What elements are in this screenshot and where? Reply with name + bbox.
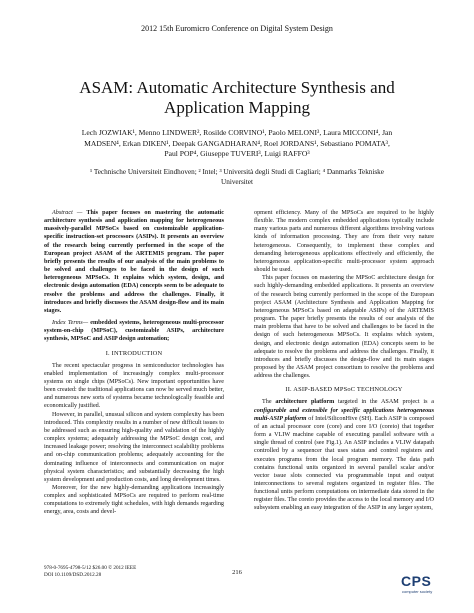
logo-letters: CPS	[401, 573, 432, 589]
intro-paragraph-3: Moreover, for the new highly-demanding applications increasingly complex and sophisticated MPSoCs are required to perform real-time computations to extremely tight schedules, with high demands regarding energy, area, costs and devel-	[44, 485, 224, 516]
authors-line-2: MADSEN⁴, Erkan DIKEN¹, Deepak GANGADHARAN⁴, Roel JORDANS¹, Sebastiano POMATA³,	[84, 138, 390, 148]
index-terms-label: Index Terms—	[52, 320, 89, 327]
right-column	[254, 209, 434, 513]
title-line-1: ASAM: Automatic Architecture Synthesis and	[79, 78, 395, 97]
section-heading-introduction: I. INTRODUCTION	[105, 349, 163, 357]
logo-subtitle: computer society	[402, 589, 433, 594]
index-terms	[44, 319, 224, 343]
asip-text-platform: architecture platform	[275, 399, 335, 406]
section-heading-asip: II. ASIP-BASED MPSoC TECHNOLOGY	[285, 386, 403, 394]
abstract-text: This paper focuses on mastering the automatic architecture synthesis and application mapping for heterogeneous massively-parallel MPSoCs based on customizable application-specific instruction-set processors (ASIPs). It presents an overview of the research being currently performed in the scope of the European project ASAM of the ARTEMIS program. The paper briefly presents the results of our analysis of the main problems to be solved and challenges to be faced in the design of such heterogeneous MPSoCs. It explains which system, design, and electronic design automation (EDA) concepts seem to be adequate to resolve the problems and address the challenges. Finally, it introduces and briefly discusses the ASAM design-flow and its main stages.	[44, 210, 224, 314]
page-number: 216	[232, 569, 242, 576]
abstract-label: Abstract —	[52, 210, 83, 216]
asip-text-e: of Intel/SiliconHive (SH). Each ASIP is composed of an actual processor core (core) and core I/O (coreio) that together form a VLIW machine capable of executing parallel software with a single thread of control (see Fig.1). An ASIP includes a VLIW datapath controlled by a sequencer that uses status and control registers and executes programs from the local program memory. The data path contains functional units organized in several parallel scalar and/or vector issue slots connected via programmable input and output interconnections to several registers organized in register files. The functional units perform computations on intermediate data stored in the register files. The coreio provides the access to the local memory and I/O subsystem enabling an easy integration of the ASIP in any larger system,	[254, 415, 435, 512]
index-terms-text: embedded systems, heterogeneous multi-processor system-on-chip (MPSoC), customizable ASIPs, architecture synthesis, MPSoC and ASIP design automation;	[44, 320, 224, 343]
asip-text-configurable: configurable and extensible for specific applications heterogeneous multi-ASIP platform	[254, 407, 434, 422]
paper-title	[0, 78, 474, 118]
conference-header: 2012 15th Euromicro Conference on Digital System Design	[141, 24, 333, 33]
right-paragraph-2: This paper focuses on mastering the MPSoC architecture design for such highly-demanding embedded applications. It presents an overview of the research being currently performed in the scope of the European project ASAM (Architecture Synthesis and Application Mapping for heterogeneous MPSoCs based on adaptable ASIPs) of the ARTEMIS program. The paper briefly presents the results of our analysis of the main problems that have to be solved and challenges to be faced in the design of such heterogeneous MPSoCs. It explains which system, design, and electronic design automation (EDA) concepts seem to be adequate to resolve the problems and address the challenges. Finally, it introduces and briefly discusses the design-flow and its main stages proposed by the ASAM project consortium to resolve the problems and address the challenges.	[254, 275, 434, 380]
affiliations-line-1: ¹ Technische Universiteit Eindhoven; ² Intel; ³ Università degli Studi di Cagliari; ⁴ Danmarks Tekniske	[90, 168, 384, 176]
affiliations	[58, 167, 416, 187]
authors-line-3: Paul POP⁴, Giuseppe TUVERI³, Luigi RAFFO³	[164, 149, 310, 158]
right-paragraph-1: opment efficiency. Many of the MPSoCs are required to be highly flexible. The modern complex embedded applications typically include many various parts and numerous different algorithms involving various kinds of information processing. They are from their very nature heterogeneous. Consequently, to implement these complex and demanding heterogeneous applications effectively and efficiently, the heterogeneous application-specific multi-processor system approach should be used.	[254, 210, 434, 274]
intro-paragraph-1: The recent spectacular progress in semiconductor technologies has enabled implementation of increasingly complex multi-processor systems on single chips (MPSoCs). New important opportunities have been created: the traditional applications can now be served much better, and numerous new sorts of systems became technologically feasible and economically justified.	[44, 362, 224, 410]
asip-text-a: The	[262, 399, 276, 406]
footer-isbn: 978-0-7695-4798-5/12 $26.00 © 2012 IEEE	[44, 565, 137, 571]
title-line-2: Application Mapping	[164, 98, 310, 117]
cps-logo	[401, 573, 451, 595]
intro-paragraph-2: However, in parallel, unusual silicon and system complexity has been introduced. This complexity results in a number of new difficult issues to be addressed such as ensuring high-quality and validation of the highly complex systems; adequately addressing the MPSoC design cost, and increased leakage power; resolving the interconnect scalability problems and on-chip communication problems; adequately accounting for the dominating influence of interconnects and communication on major physical system characteristics; and substantially decreasing the high system development and production costs, and long development times.	[44, 411, 224, 483]
affiliations-line-2: Universitet	[221, 178, 253, 186]
author-list	[38, 128, 436, 160]
asip-text-c: targeted in the ASAM project is a	[334, 399, 434, 406]
left-column	[44, 209, 224, 517]
footer-doi: DOI 10.1109/DSD.2012.28	[44, 572, 102, 578]
asip-paragraph	[254, 398, 434, 512]
authors-line-1: Lech JOZWIAK¹, Menno LINDWER², Rosilde CORVINO¹, Paolo MELONI³, Laura MICCONI⁴, Jan	[81, 128, 393, 137]
abstract	[44, 209, 224, 315]
